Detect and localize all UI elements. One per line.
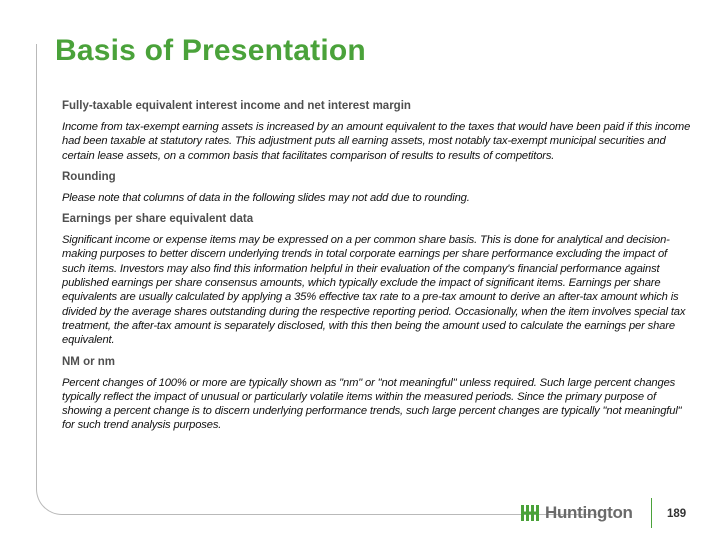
section-heading-rounding: Rounding — [62, 170, 116, 183]
slide-content — [62, 100, 692, 441]
footer-divider — [651, 498, 652, 528]
section-body-rounding: Please note that columns of data in the following slides may not add due to rounding. — [62, 191, 470, 204]
huntington-logo-icon — [520, 503, 540, 523]
section-heading-eps: Earnings per share equivalent data — [62, 213, 254, 226]
section-body-fte: Income from tax-exempt earning assets is increased by an amount equivalent to the taxes that would have been paid if this income had been taxable at statutory rates. This adjustment puts all earning assets, most notably tax-exempt municipal securities and certain lease assets, on a common basis that facilitates comparison of results to results of competitors. — [62, 121, 691, 162]
section-heading-fte: Fully-taxable equivalent interest income and net interest margin — [62, 100, 411, 112]
section-body-eps: Significant income or expense items may be expressed on a per common share basis. This is done for analytical and decision-making purposes to better discern underlying trends in total corporate earnings per share performance excluding the impact of such items. Investors may also find this information helpful in their evaluation of the company's financial performance against published earnings per share consensus amounts, which typically exclude the impact of significant items. Earnings per share equivalents are usually calculated by applying a 35% effective tax rate to a pre-tax amount to derive an after-tax amount which is divided by the average shares outstanding during the respective reporting period. Occasionally, when the item involves special tax treatment, the after-tax amount is separately disclosed, with this then being the amount used to calculate the earnings per share equivalent. — [62, 234, 686, 347]
slide-title: Basis of Presentation — [55, 34, 366, 67]
section-body-nm: Percent changes of 100% or more are typically shown as "nm" or "not meaningful" unless required. Such large percent changes typically reflect the impact of unusual or particularly volatile items within the measured periods. Since the primary purpose of showing a percent change is to discern underlying performance trends, such large percent changes are typically "not meaningful" for such trend analysis purposes. — [62, 376, 682, 432]
page-number: 189 — [667, 508, 687, 520]
huntington-logo — [520, 503, 633, 523]
section-heading-nm: NM or nm — [62, 355, 116, 368]
logo-wordmark: Huntington — [545, 503, 633, 522]
